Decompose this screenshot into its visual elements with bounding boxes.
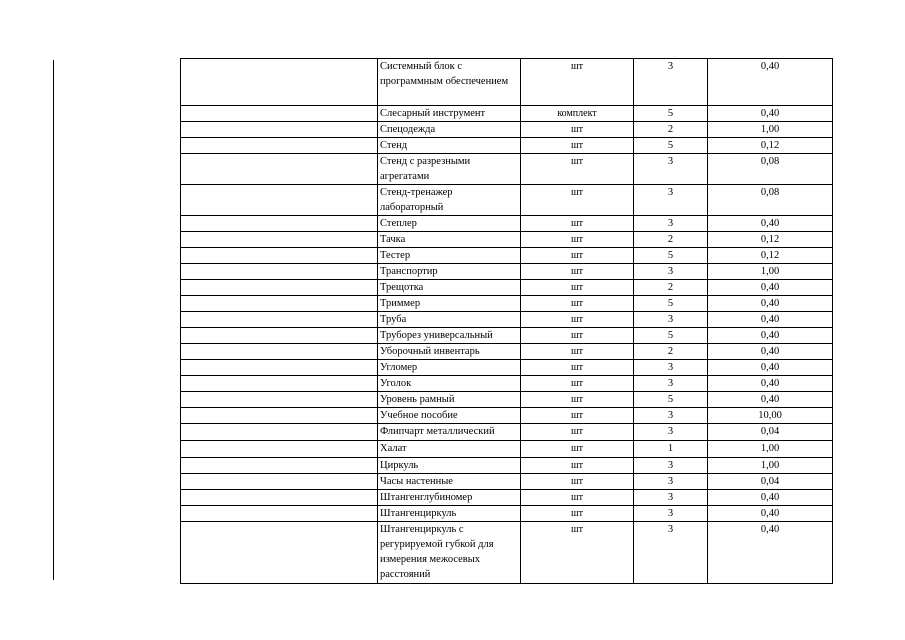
blank-cell (181, 506, 378, 522)
table-row (181, 408, 833, 424)
blank-cell (181, 474, 378, 490)
unit-cell: шт (521, 344, 634, 360)
table-row (181, 154, 833, 185)
quantity-cell: 3 (634, 424, 708, 441)
table-row (181, 458, 833, 474)
unit-cell: шт (521, 360, 634, 376)
unit-cell: шт (521, 458, 634, 474)
table-row (181, 185, 833, 216)
norm-cell: 0,08 (708, 154, 833, 185)
equipment-table (180, 58, 833, 584)
unit-cell: шт (521, 154, 634, 185)
quantity-cell: 2 (634, 122, 708, 138)
norm-cell: 1,00 (708, 264, 833, 280)
item-name-cell: Угломер (378, 360, 521, 376)
unit-cell: комплект (521, 106, 634, 122)
norm-cell: 0,40 (708, 106, 833, 122)
norm-cell: 0,40 (708, 312, 833, 328)
item-name-cell: Часы настенные (378, 474, 521, 490)
blank-cell (181, 59, 378, 106)
unit-cell: шт (521, 122, 634, 138)
norm-cell: 0,40 (708, 296, 833, 312)
table-row (181, 264, 833, 280)
blank-cell (181, 490, 378, 506)
quantity-cell: 3 (634, 522, 708, 584)
item-name-cell: Стенд с разрезными агрегатами (378, 154, 521, 185)
unit-cell: шт (521, 280, 634, 296)
item-name-cell: Спецодежда (378, 122, 521, 138)
quantity-cell: 5 (634, 248, 708, 264)
item-name-cell: Тестер (378, 248, 521, 264)
blank-cell (181, 441, 378, 458)
norm-cell: 0,40 (708, 506, 833, 522)
unit-cell: шт (521, 216, 634, 232)
blank-cell (181, 344, 378, 360)
item-name-cell: Уборочный инвентарь (378, 344, 521, 360)
norm-cell: 0,04 (708, 474, 833, 490)
blank-cell (181, 408, 378, 424)
unit-cell: шт (521, 248, 634, 264)
quantity-cell: 3 (634, 59, 708, 106)
item-name-cell: Учебное пособие (378, 408, 521, 424)
quantity-cell: 3 (634, 264, 708, 280)
item-name-cell: Штангенглубиномер (378, 490, 521, 506)
item-name-cell: Уголок (378, 376, 521, 392)
blank-cell (181, 376, 378, 392)
unit-cell: шт (521, 138, 634, 154)
table-row (181, 248, 833, 264)
quantity-cell: 1 (634, 441, 708, 458)
norm-cell: 0,40 (708, 216, 833, 232)
blank-cell (181, 280, 378, 296)
blank-cell (181, 138, 378, 154)
item-name-cell: Тачка (378, 232, 521, 248)
norm-cell: 0,40 (708, 360, 833, 376)
table-row (181, 138, 833, 154)
blank-cell (181, 360, 378, 376)
quantity-cell: 3 (634, 154, 708, 185)
quantity-cell: 5 (634, 106, 708, 122)
unit-cell: шт (521, 59, 634, 106)
item-name-cell: Труборез универсальный (378, 328, 521, 344)
table-row (181, 232, 833, 248)
equipment-table-body (181, 59, 833, 584)
table-row (181, 506, 833, 522)
blank-cell (181, 522, 378, 584)
quantity-cell: 3 (634, 474, 708, 490)
item-name-cell: Циркуль (378, 458, 521, 474)
blank-cell (181, 458, 378, 474)
norm-cell: 0,40 (708, 344, 833, 360)
blank-cell (181, 328, 378, 344)
unit-cell: шт (521, 506, 634, 522)
table-row (181, 328, 833, 344)
table-row (181, 441, 833, 458)
quantity-cell: 2 (634, 280, 708, 296)
norm-cell: 0,40 (708, 280, 833, 296)
blank-cell (181, 216, 378, 232)
norm-cell: 0,40 (708, 392, 833, 408)
norm-cell: 10,00 (708, 408, 833, 424)
norm-cell: 0,40 (708, 490, 833, 506)
norm-cell: 0,04 (708, 424, 833, 441)
unit-cell: шт (521, 376, 634, 392)
quantity-cell: 3 (634, 360, 708, 376)
item-name-cell: Труба (378, 312, 521, 328)
norm-cell: 0,08 (708, 185, 833, 216)
item-name-cell: Слесарный инструмент (378, 106, 521, 122)
table-row (181, 424, 833, 441)
quantity-cell: 5 (634, 138, 708, 154)
item-name-cell: Трещотка (378, 280, 521, 296)
unit-cell: шт (521, 185, 634, 216)
table-row (181, 216, 833, 232)
norm-cell: 0,12 (708, 138, 833, 154)
blank-cell (181, 248, 378, 264)
unit-cell: шт (521, 296, 634, 312)
item-name-cell: Стенд-тренажер лабораторный (378, 185, 521, 216)
table-row (181, 296, 833, 312)
norm-cell: 1,00 (708, 458, 833, 474)
item-name-cell: Халат (378, 441, 521, 458)
norm-cell: 0,40 (708, 328, 833, 344)
quantity-cell: 3 (634, 376, 708, 392)
unit-cell: шт (521, 490, 634, 506)
item-name-cell: Штангенциркуль с регурируемой губкой для измерения межосевых расстояний (378, 522, 521, 584)
table-row (181, 122, 833, 138)
norm-cell: 0,40 (708, 376, 833, 392)
blank-cell (181, 296, 378, 312)
table-row (181, 344, 833, 360)
item-name-cell: Транспортир (378, 264, 521, 280)
blank-cell (181, 122, 378, 138)
table-row (181, 392, 833, 408)
quantity-cell: 3 (634, 490, 708, 506)
norm-cell: 0,12 (708, 248, 833, 264)
norm-cell: 0,40 (708, 59, 833, 106)
unit-cell: шт (521, 264, 634, 280)
quantity-cell: 3 (634, 506, 708, 522)
quantity-cell: 3 (634, 312, 708, 328)
quantity-cell: 2 (634, 344, 708, 360)
item-name-cell: Уровень рамный (378, 392, 521, 408)
table-row (181, 474, 833, 490)
item-name-cell: Степлер (378, 216, 521, 232)
table-row (181, 59, 833, 106)
unit-cell: шт (521, 522, 634, 584)
blank-cell (181, 154, 378, 185)
blank-cell (181, 424, 378, 441)
blank-cell (181, 264, 378, 280)
item-name-cell: Флипчарт металлический (378, 424, 521, 441)
quantity-cell: 3 (634, 216, 708, 232)
norm-cell: 0,12 (708, 232, 833, 248)
norm-cell: 0,40 (708, 522, 833, 584)
quantity-cell: 5 (634, 296, 708, 312)
quantity-cell: 5 (634, 328, 708, 344)
table-row (181, 280, 833, 296)
table-row (181, 360, 833, 376)
unit-cell: шт (521, 441, 634, 458)
blank-cell (181, 106, 378, 122)
quantity-cell: 3 (634, 185, 708, 216)
blank-cell (181, 185, 378, 216)
quantity-cell: 3 (634, 408, 708, 424)
page-margin-line (53, 60, 54, 580)
unit-cell: шт (521, 312, 634, 328)
quantity-cell: 3 (634, 458, 708, 474)
blank-cell (181, 312, 378, 328)
unit-cell: шт (521, 408, 634, 424)
item-name-cell: Стенд (378, 138, 521, 154)
quantity-cell: 5 (634, 392, 708, 408)
table-row (181, 376, 833, 392)
table-row (181, 312, 833, 328)
blank-cell (181, 232, 378, 248)
table-row (181, 522, 833, 584)
norm-cell: 1,00 (708, 122, 833, 138)
item-name-cell: Триммер (378, 296, 521, 312)
item-name-cell: Штангенциркуль (378, 506, 521, 522)
norm-cell: 1,00 (708, 441, 833, 458)
quantity-cell: 2 (634, 232, 708, 248)
blank-cell (181, 392, 378, 408)
unit-cell: шт (521, 392, 634, 408)
unit-cell: шт (521, 474, 634, 490)
table-row (181, 490, 833, 506)
unit-cell: шт (521, 232, 634, 248)
unit-cell: шт (521, 424, 634, 441)
item-name-cell: Системный блок с программным обеспечением (378, 59, 521, 106)
unit-cell: шт (521, 328, 634, 344)
table-row (181, 106, 833, 122)
